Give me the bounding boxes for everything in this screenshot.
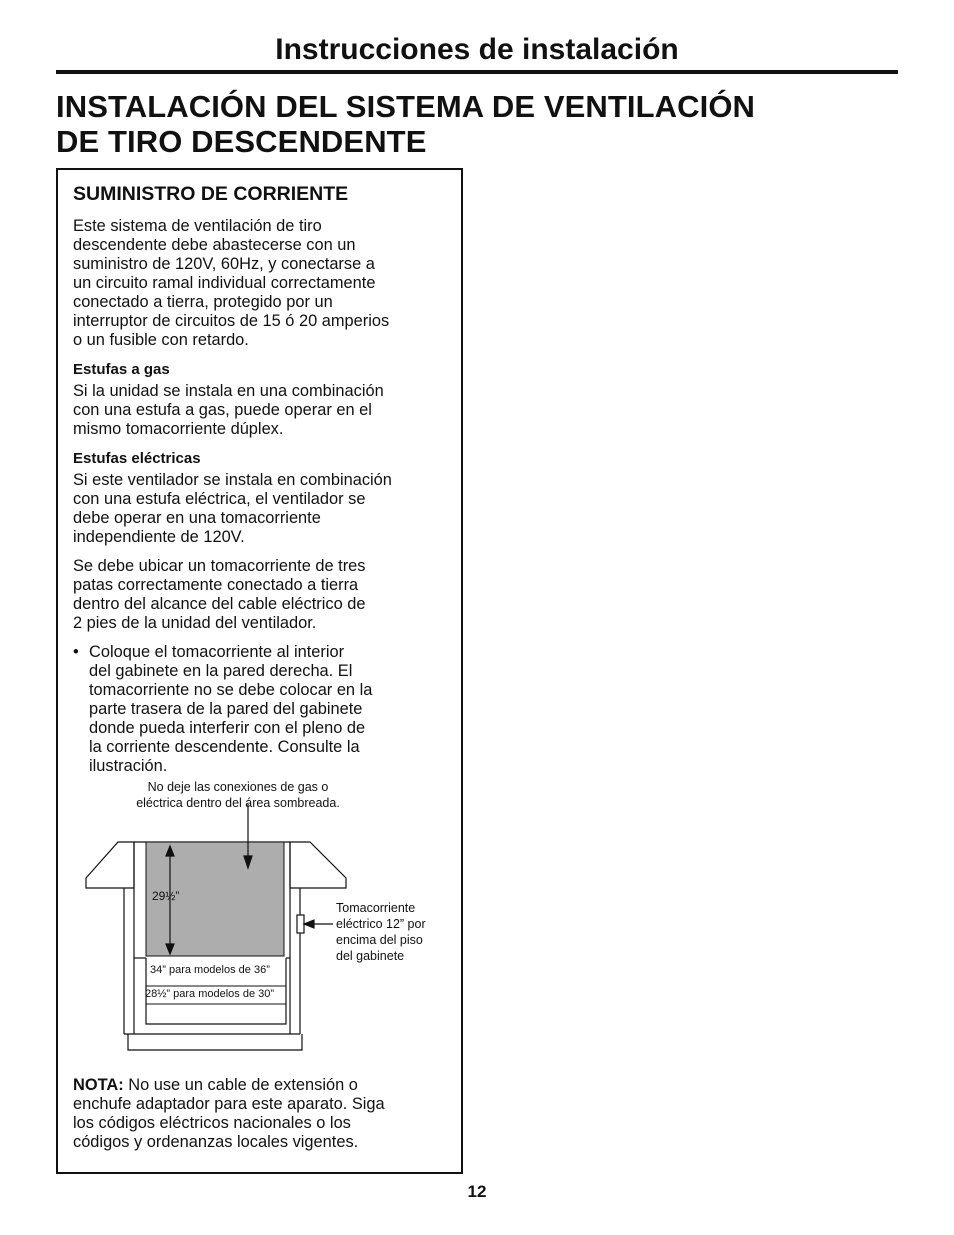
intro-line: o un fusible con retardo. — [73, 331, 249, 349]
intro-line: conectado a tierra, protegido por un — [73, 293, 333, 311]
intro-paragraph — [73, 217, 443, 350]
figure-note-line: No deje las conexiones de gas o — [147, 780, 329, 794]
bullet-line: tomacorriente no se debe colocar en la — [89, 681, 373, 699]
bullet-line: la corriente descendente. Consulte la — [89, 738, 360, 756]
width-36-label: 34” para modelos de 36” — [150, 964, 270, 976]
electric-stoves-paragraph — [73, 471, 443, 547]
gas-stoves-paragraph — [73, 382, 443, 439]
note-paragraph — [73, 1076, 443, 1152]
page-header-title: Instrucciones de instalación — [275, 33, 679, 66]
bullet-line: donde pueda interferir con el pleno de — [89, 719, 366, 737]
electric-line: Si este ventilador se instala en combinación — [73, 471, 392, 489]
gas-line: Si la unidad se instala en una combinación — [73, 382, 384, 400]
outlet-line: 2 pies de la unidad del ventilador. — [73, 614, 317, 632]
outlet-label-line: eléctrico 12” por — [336, 917, 426, 931]
width-30-label: 28½” para modelos de 30” — [145, 988, 275, 1000]
note-first-line: No use un cable de extensión o — [123, 1076, 358, 1094]
electric-stoves-heading: Estufas eléctricas — [73, 450, 201, 467]
cabinet-illustration — [78, 780, 453, 1058]
outlet-paragraph — [73, 557, 443, 633]
header-rule — [56, 70, 898, 74]
intro-line: interruptor de circuitos de 15 ó 20 amperios — [73, 312, 390, 330]
countertop-right — [290, 842, 346, 888]
figure-note — [88, 779, 388, 811]
gas-line: mismo tomacorriente dúplex. — [73, 420, 284, 438]
outlet-label-line: encima del piso — [336, 933, 423, 947]
note-label: NOTA: — [73, 1076, 124, 1094]
note-pointer — [244, 804, 252, 868]
electric-line: independiente de 120V. — [73, 528, 245, 546]
countertop-left — [86, 842, 134, 888]
gas-stoves-heading: Estufas a gas — [73, 361, 170, 378]
bullet-item — [73, 643, 443, 776]
section-heading: SUMINISTRO DE CORRIENTE — [73, 183, 349, 205]
page-number: 12 — [467, 1182, 487, 1201]
bullet-line: parte trasera de la pared del gabinete — [89, 700, 363, 718]
electric-line: debe operar en una tomacorriente — [73, 509, 321, 527]
outlet-line: dentro del alcance del cable eléctrico de — [73, 595, 366, 613]
bullet-line: del gabinete en la pared derecha. El — [89, 662, 353, 680]
intro-line: un circuito ramal individual correctamente — [73, 274, 376, 292]
outlet-line: patas correctamente conectado a tierra — [73, 576, 359, 594]
power-supply-box — [56, 168, 463, 1174]
main-title-line-1: INSTALACIÓN DEL SISTEMA DE VENTILACIÓN — [56, 89, 756, 124]
gas-line: con una estufa a gas, puede operar en el — [73, 401, 372, 419]
electric-line: con una estufa eléctrica, el ventilador se — [73, 490, 366, 508]
note-line: códigos y ordenanzas locales vigentes. — [73, 1133, 359, 1151]
bullet-line: Coloque el tomacorriente al interior — [89, 643, 345, 661]
intro-line: Este sistema de ventilación de tiro — [73, 217, 322, 235]
outlet-line: Se debe ubicar un tomacorriente de tres — [73, 557, 366, 575]
height-label: 29½” — [152, 889, 180, 903]
note-line: enchufe adaptador para este aparato. Siga — [73, 1095, 385, 1113]
cabinet-base — [128, 1034, 302, 1050]
outlet-label-line: del gabinete — [336, 949, 405, 963]
intro-line: suministro de 120V, 60Hz, y conectarse a — [73, 255, 375, 273]
main-title — [56, 89, 836, 159]
figure-note-line: eléctrica dentro del área sombreada. — [136, 796, 340, 810]
bullet-line: ilustración. — [89, 757, 168, 775]
outlet-label-line: Tomacorriente — [336, 901, 416, 915]
outlet-pointer — [304, 920, 333, 928]
intro-line: descendente debe abastecerse con un — [73, 236, 356, 254]
bullet-symbol: • — [73, 643, 79, 661]
outlet-label — [336, 900, 426, 964]
main-title-line-2: DE TIRO DESCENDENTE — [56, 124, 427, 159]
note-line: los códigos eléctricos nacionales o los — [73, 1114, 351, 1132]
power-supply-content — [73, 170, 443, 786]
